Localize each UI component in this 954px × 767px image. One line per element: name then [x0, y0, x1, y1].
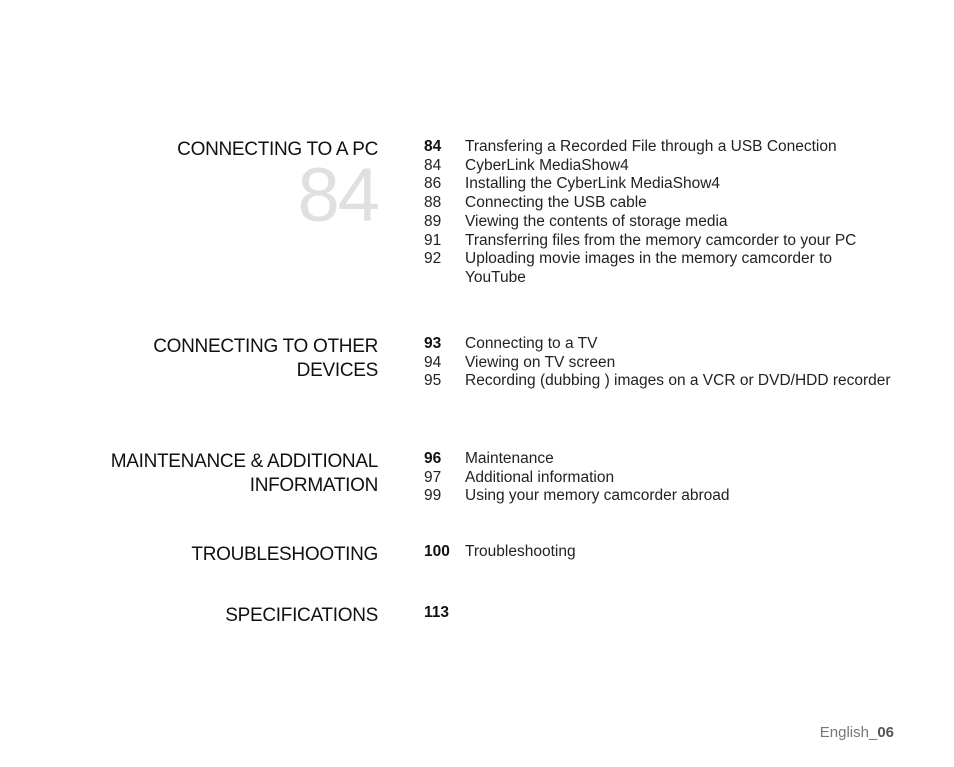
toc-entry[interactable] — [424, 250, 924, 287]
toc-entry[interactable] — [424, 469, 924, 488]
toc-entry[interactable] — [424, 213, 924, 232]
toc-entry-page: 99 — [424, 487, 442, 505]
toc-entry-page: 92 — [424, 250, 442, 268]
toc-entry-page: 88 — [424, 194, 442, 212]
section-title-line: DEVICES — [296, 360, 378, 381]
section-title — [191, 543, 378, 567]
toc-entry-text: CyberLink MediaShow4 — [465, 156, 629, 174]
footer-page-number: 06 — [877, 724, 894, 741]
toc-entries — [424, 138, 924, 288]
toc-entry-text: Installing the CyberLink MediaShow4 — [465, 175, 721, 193]
toc-entry-text: Transfering a Recorded File through a USB Conection — [465, 138, 837, 155]
section-title-line: INFORMATION — [249, 475, 378, 496]
toc-entry[interactable] — [424, 157, 924, 176]
section-title — [225, 604, 378, 628]
footer-language: English_ — [819, 724, 878, 741]
toc-entry-text: Connecting the USB cable — [465, 194, 647, 212]
toc-entry-page: 97 — [424, 468, 442, 486]
toc-entry-page: 100 — [424, 543, 450, 560]
toc-entry-page: 93 — [424, 335, 442, 352]
toc-entry-text: Transferring files from the memory camcorder to your PC — [465, 231, 857, 249]
toc-entry[interactable] — [424, 335, 924, 354]
toc-entry-text: Maintenance — [465, 450, 554, 467]
toc-entry-page: 84 — [424, 138, 442, 155]
toc-entry-page: 113 — [424, 604, 450, 621]
toc-entry[interactable] — [424, 450, 924, 469]
toc-entry[interactable] — [424, 175, 924, 194]
page-footer — [820, 724, 894, 741]
section-title-line: TROUBLESHOOTING — [191, 544, 378, 565]
toc-entry-page: 94 — [424, 353, 442, 371]
toc-entry-text: Troubleshooting — [465, 543, 576, 560]
toc-entry[interactable] — [424, 487, 924, 506]
toc-entries — [424, 450, 924, 506]
section-title-line: MAINTENANCE & ADDITIONAL — [110, 451, 378, 472]
toc-entry-text: Recording (dubbing ) images on a VCR or DVD/HDD recorder — [465, 372, 891, 390]
toc-entry[interactable] — [424, 232, 924, 251]
toc-entry-text: Viewing on TV screen — [465, 353, 616, 371]
toc-entry[interactable] — [424, 604, 924, 623]
toc-entry-text: Using your memory camcorder abroad — [465, 487, 730, 505]
toc-entry-page: 91 — [424, 231, 442, 249]
toc-entry-text — [465, 604, 924, 623]
toc-entry-page: 95 — [424, 372, 442, 390]
toc-entry-text: Viewing the contents of storage media — [465, 212, 728, 230]
toc-entry-page: 86 — [424, 175, 442, 193]
toc-entry[interactable] — [424, 372, 924, 391]
section-title — [153, 335, 378, 383]
toc-entry-text: Additional information — [465, 468, 615, 486]
toc-entries — [424, 543, 924, 562]
toc-entry-text: Uploading movie images in the memory camcorder to YouTube — [465, 250, 832, 286]
toc-entry[interactable] — [424, 354, 924, 373]
toc-entry[interactable] — [424, 194, 924, 213]
toc-entry[interactable] — [424, 138, 924, 157]
section-title-line: CONNECTING TO OTHER — [153, 336, 378, 357]
toc-entries — [424, 335, 924, 391]
section-title — [111, 450, 378, 498]
toc-entry-text: Connecting to a TV — [465, 335, 598, 352]
section-title-line: SPECIFICATIONS — [225, 605, 378, 626]
toc-entry-page: 89 — [424, 212, 442, 230]
section-big-page-number: 84 — [297, 153, 378, 238]
toc-entry[interactable] — [424, 543, 924, 562]
toc-entry-page: 84 — [424, 156, 442, 174]
toc-entry-page: 96 — [424, 450, 442, 467]
toc-entries — [424, 604, 924, 623]
section-title-line: CONNECTING TO A PC — [177, 139, 378, 160]
